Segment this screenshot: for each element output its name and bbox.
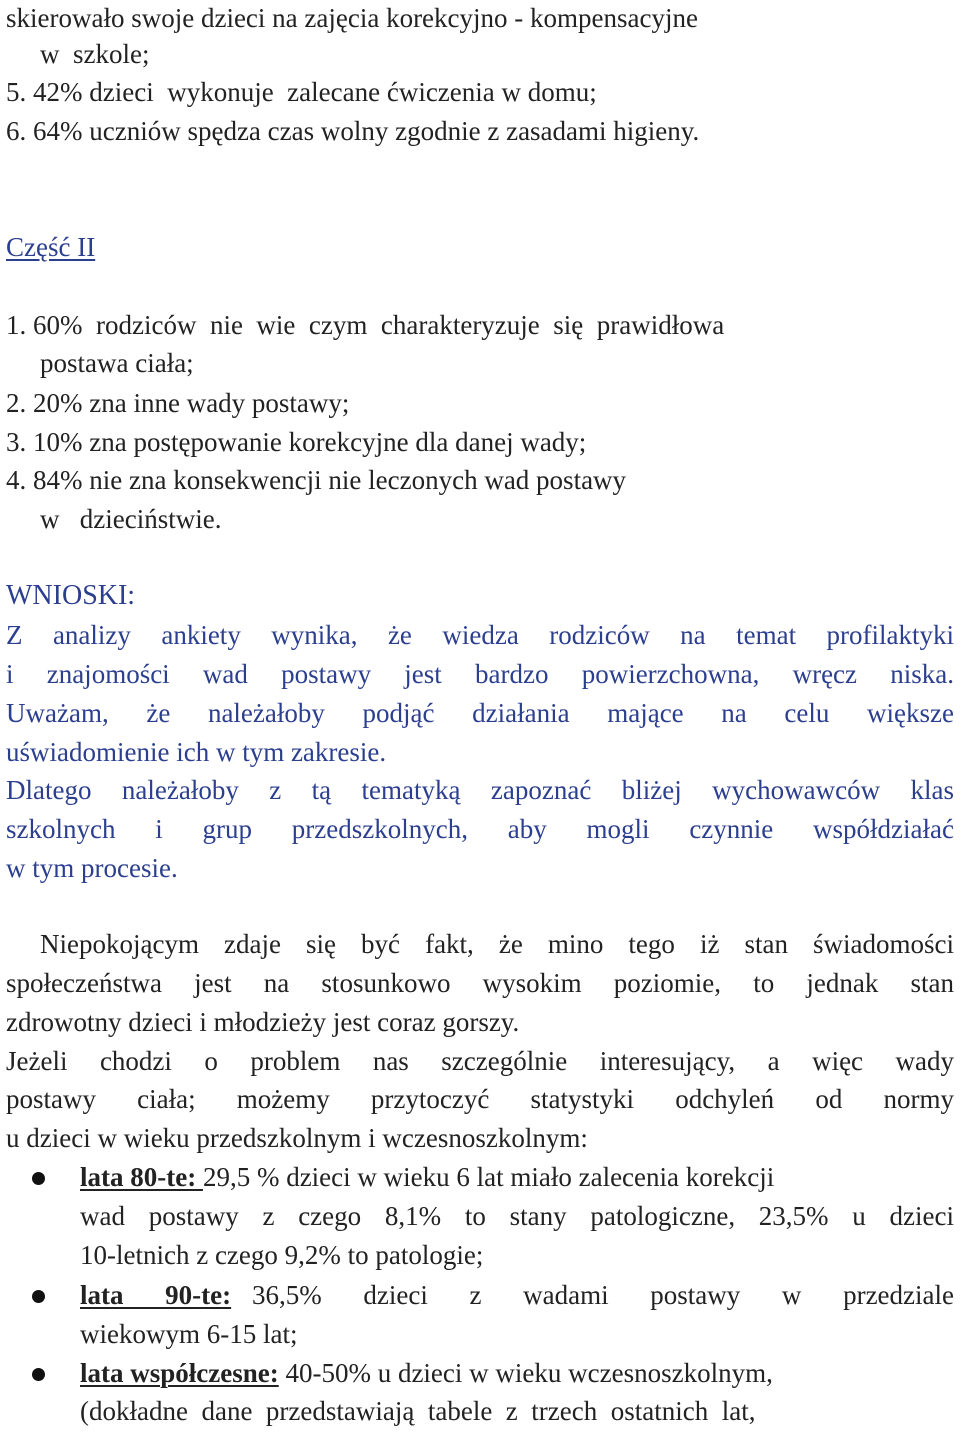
text-line: w tym procesie. bbox=[6, 853, 178, 883]
text-line: skierowało swoje dzieci na zajęcia korekcyjno - kompensacyjne bbox=[6, 3, 698, 33]
list-item: 4. 84% nie zna konsekwencji nie leczonych wad postawy bbox=[6, 465, 627, 495]
text-line: w dzieciństwie. bbox=[40, 504, 222, 534]
text-line: zdrowotny dzieci i młodzieży jest coraz gorszy. bbox=[6, 1007, 520, 1037]
bullet-text: 40-50% u dzieci w wieku wczesnoszkolnym, bbox=[278, 1358, 773, 1388]
bullet-label: lata współczesne: bbox=[80, 1358, 279, 1388]
text-line: Dlatego należałoby z tą tematyką zapoznać bliżej wychowawców klas bbox=[6, 775, 954, 805]
list-item bbox=[80, 1159, 774, 1195]
bullet-icon bbox=[32, 1368, 45, 1381]
list-item: 1. 60% rodziców nie wie czym charakteryzuje się prawidłowa bbox=[6, 310, 725, 340]
list-item bbox=[80, 1355, 773, 1391]
text-line: u dzieci w wieku przedszkolnym i wczesnoszkolnym: bbox=[6, 1123, 588, 1153]
text-line: uświadomienie ich w tym zakresie. bbox=[6, 737, 387, 767]
text-line: Niepokojącym zdaje się być fakt, że mino tego iż stan świadomości bbox=[40, 929, 954, 959]
text-line: szkolnych i grup przedszkolnych, aby mogli czynnie współdziałać bbox=[6, 814, 954, 844]
text-line: społeczeństwa jest na stosunkowo wysokim poziomie, to jednak stan bbox=[6, 968, 954, 998]
bullet-label: lata 90-te: bbox=[80, 1280, 232, 1310]
list-item: 3. 10% zna postępowanie korekcyjne dla danej wady; bbox=[6, 427, 587, 457]
text-line: wiekowym 6-15 lat; bbox=[80, 1319, 298, 1349]
text-line: wad postawy z czego 8,1% to stany patologiczne, 23,5% u dzieci bbox=[80, 1201, 954, 1231]
text-line: w szkole; bbox=[40, 39, 150, 69]
list-item: 5. 42% dzieci wykonuje zalecane ćwiczenia w domu; bbox=[6, 77, 597, 107]
text-line: (dokładne dane przedstawiają tabele z trzech ostatnich lat, bbox=[80, 1396, 756, 1426]
bullet-text: 29,5 % dzieci w wieku 6 lat miało zalecenia korekcji bbox=[202, 1162, 775, 1192]
text-line: 10-letnich z czego 9,2% to patologie; bbox=[80, 1240, 484, 1270]
list-item: 6. 64% uczniów spędza czas wolny zgodnie z zasadami higieny. bbox=[6, 116, 700, 146]
bullet-icon bbox=[32, 1172, 45, 1185]
text-line: postawy ciała; możemy przytoczyć statystyki odchyleń od normy bbox=[6, 1084, 954, 1114]
conclusions-heading: WNIOSKI: bbox=[6, 580, 136, 611]
list-item bbox=[80, 1277, 954, 1313]
bullet-text: 36,5% dzieci z wadami postawy w przedziale bbox=[231, 1280, 954, 1310]
text-line: Z analizy ankiety wynika, że wiedza rodziców na temat profilaktyki bbox=[6, 620, 954, 650]
text-line: i znajomości wad postawy jest bardzo powierzchowna, wręcz niska. bbox=[6, 659, 954, 689]
text-line: postawa ciała; bbox=[40, 348, 194, 378]
bullet-label: lata 80-te: bbox=[80, 1162, 203, 1192]
section-heading: Część II bbox=[6, 232, 96, 262]
list-item: 2. 20% zna inne wady postawy; bbox=[6, 388, 350, 418]
bullet-icon bbox=[32, 1290, 45, 1303]
text-line: Uważam, że należałoby podjąć działania mające na celu większe bbox=[6, 698, 954, 728]
text-line: Jeżeli chodzi o problem nas szczególnie interesujący, a więc wady bbox=[6, 1046, 954, 1076]
